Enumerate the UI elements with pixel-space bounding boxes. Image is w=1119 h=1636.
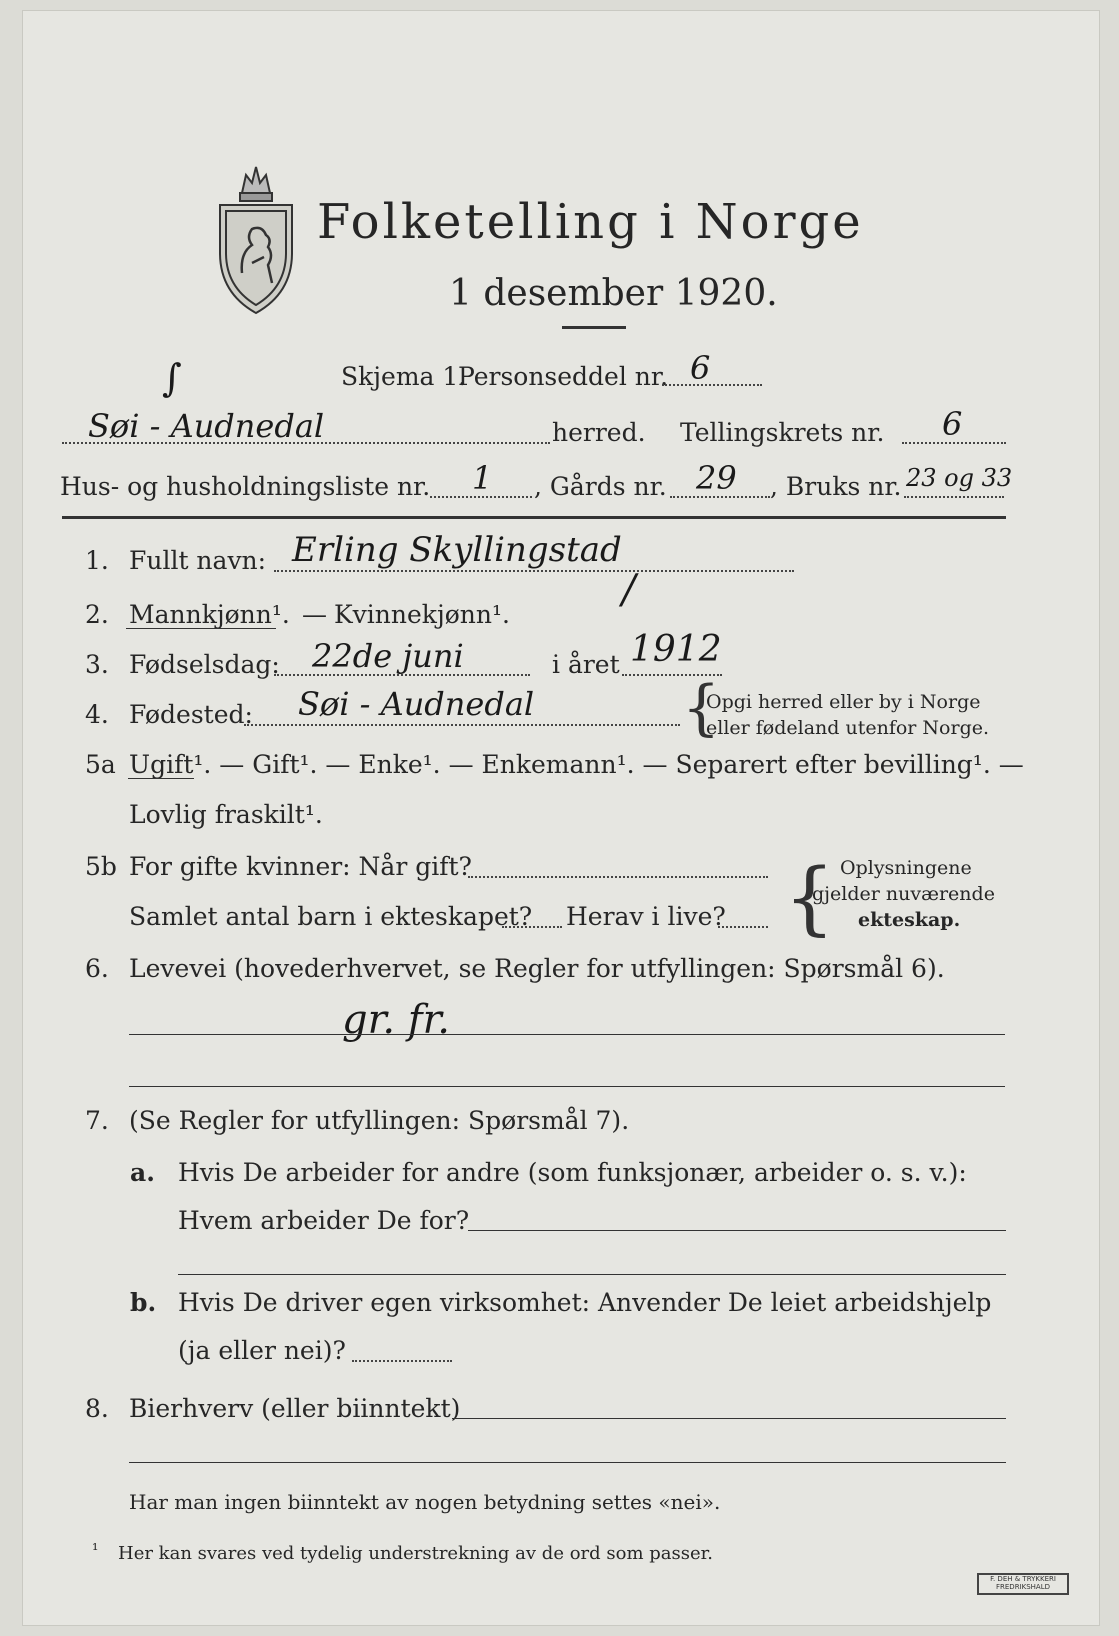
q6-label: Levevei (hovederhvervet, se Regler for utfyllingen: Spørsmål 6). xyxy=(129,954,945,983)
husliste-value: 1 xyxy=(472,459,493,497)
q7-label: (Se Regler for utfyllingen: Spørsmål 7). xyxy=(129,1106,630,1135)
q5b-alive-label: Herav i live? xyxy=(566,902,726,931)
printer-stamp: F. DEH & TRYKKERI FREDRIKSHALD xyxy=(977,1573,1069,1595)
q7-number: 7. xyxy=(85,1106,109,1135)
kvinnekjonn-option[interactable]: Kvinnekjønn¹. xyxy=(334,600,510,629)
mannkjonn-underline xyxy=(126,628,276,629)
gards-value: 29 xyxy=(696,459,737,497)
personseddel-field[interactable] xyxy=(662,384,762,386)
full-name-field[interactable] xyxy=(274,570,794,572)
occupation-line-2[interactable] xyxy=(129,1086,1005,1087)
nei-note: Har man ingen biinntekt av nogen betydning settes «nei». xyxy=(129,1490,721,1514)
q5a-number: 5a xyxy=(85,750,116,779)
birthday-value: 22de juni xyxy=(312,637,464,675)
children-alive-field[interactable] xyxy=(718,926,768,928)
gender-check-mark: / xyxy=(622,567,636,613)
personseddel-label: Personseddel nr. xyxy=(458,362,669,391)
q5b-children-label: Samlet antal barn i ekteskapet? xyxy=(129,902,533,931)
q2-separator: — xyxy=(302,600,327,629)
personseddel-value: 6 xyxy=(690,349,711,387)
q7a-line-1: Hvis De arbeider for andre (som funksjonær, arbeider o. s. v.): xyxy=(178,1158,967,1187)
married-date-field[interactable] xyxy=(468,876,768,878)
section-divider xyxy=(62,516,1006,519)
bruks-label: , Bruks nr. xyxy=(770,472,902,501)
q7b-line-2: (ja eller nei)? xyxy=(178,1336,346,1365)
q3-number: 3. xyxy=(85,650,109,679)
employer-field-2[interactable] xyxy=(178,1274,1006,1275)
full-name-value: Erling Skyllingstad xyxy=(292,530,622,570)
occupation-line-1[interactable] xyxy=(129,1034,1005,1035)
q4-label: Fødested: xyxy=(129,700,253,729)
q5b-line-1: For gifte kvinner: Når gift? xyxy=(129,852,472,881)
q6-number: 6. xyxy=(85,954,109,983)
q7a-line-2: Hvem arbeider De for? xyxy=(178,1206,470,1235)
form-date: 1 desember 1920. xyxy=(449,273,778,314)
birthplace-field[interactable] xyxy=(244,724,680,726)
ugift-underline xyxy=(128,778,194,779)
q2-number: 2. xyxy=(85,600,109,629)
title-divider xyxy=(562,326,626,329)
q1-label: Fullt navn: xyxy=(129,546,267,575)
tellingskrets-label: Tellingskrets nr. xyxy=(680,418,885,447)
herred-value: Søi - Audnedal xyxy=(88,407,325,445)
q1-number: 1. xyxy=(85,546,109,575)
census-form xyxy=(22,10,1100,1626)
bruks-field[interactable] xyxy=(904,496,1004,498)
mannkjonn-option[interactable]: Mannkjønn¹. xyxy=(129,600,290,629)
q3-label: Fødselsdag: xyxy=(129,650,280,679)
bruks-value: 23 og 33 xyxy=(906,464,1013,492)
hired-help-field[interactable] xyxy=(352,1360,452,1362)
employer-field[interactable] xyxy=(468,1230,1006,1231)
q4-number: 4. xyxy=(85,700,109,729)
q8-number: 8. xyxy=(85,1394,109,1423)
husliste-label: Hus- og husholdningsliste nr. xyxy=(60,472,431,501)
side-income-field-2[interactable] xyxy=(129,1462,1006,1463)
margin-mark: ∫ xyxy=(162,356,182,400)
q7b-line-1: Hvis De driver egen virksomhet: Anvender De leiet arbeidshjelp xyxy=(178,1288,992,1317)
q7b-number: b. xyxy=(130,1288,157,1317)
year-value: 1912 xyxy=(630,629,722,670)
q4-note-2: eller fødeland utenfor Norge. xyxy=(706,717,990,739)
birthplace-value: Søi - Audnedal xyxy=(298,685,535,723)
children-count-field[interactable] xyxy=(502,926,562,928)
q7a-number: a. xyxy=(130,1158,155,1187)
marital-status-options-2[interactable]: Lovlig fraskilt¹. xyxy=(129,800,323,829)
side-income-field[interactable] xyxy=(452,1418,1006,1419)
q4-note-1: Opgi herred eller by i Norge xyxy=(706,691,981,713)
q5b-number: 5b xyxy=(85,852,117,881)
q8-label: Bierhverv (eller biinntekt) xyxy=(129,1394,461,1423)
marital-status-options[interactable]: Ugift¹. — Gift¹. — Enke¹. — Enkemann¹. — Separert efter bevilling¹. — xyxy=(129,750,1024,779)
coat-of-arms-icon xyxy=(212,153,300,319)
q5b-note-3: ekteskap. xyxy=(858,909,961,931)
form-title: Folketelling i Norge xyxy=(317,194,864,250)
footnote-text: Her kan svares ved tydelig understrekning av de ord som passer. xyxy=(118,1543,713,1564)
q5b-note-2: gjelder nuværende xyxy=(812,883,995,905)
skjema-label: Skjema 1. xyxy=(341,362,467,391)
occupation-value: gr. fr. xyxy=(342,997,451,1043)
tellingskrets-value: 6 xyxy=(942,405,963,443)
q5b-brace: { xyxy=(784,851,835,944)
gards-label: , Gårds nr. xyxy=(534,472,667,501)
footnote-mark: ¹ xyxy=(92,1540,99,1559)
year-label: i året xyxy=(552,650,620,679)
q4-brace: { xyxy=(682,673,721,743)
herred-label: herred. xyxy=(552,418,646,447)
q5b-note-1: Oplysningene xyxy=(840,857,972,879)
